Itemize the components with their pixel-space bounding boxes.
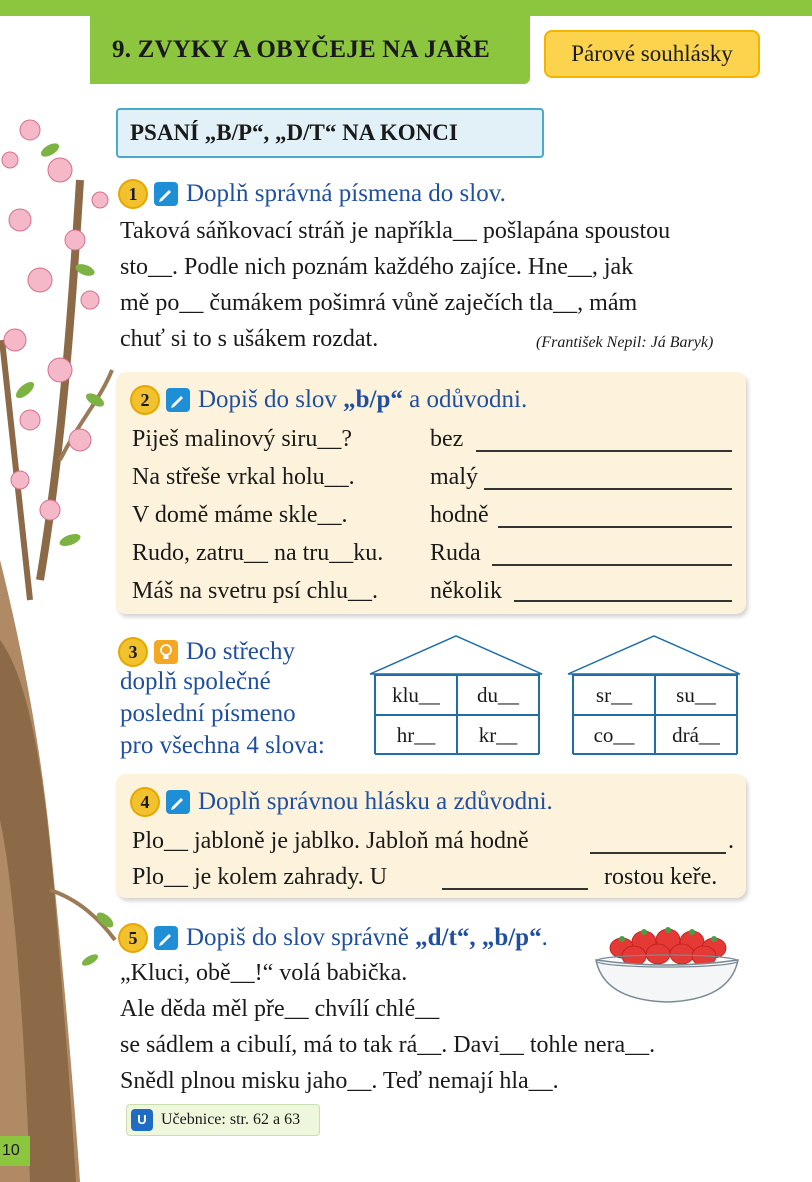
task3-instruction-line: pro všechna 4 slova: [120,732,325,759]
task3-instruction-line: poslední písmeno [120,700,296,727]
task2-sentence: Máš na svetru psí chlu__. [132,578,378,604]
task4-header [132,788,553,816]
task4-line-end: . [728,828,734,854]
pencil-icon [154,182,178,206]
task1-line: Taková sáňkovací stráň je napříkla__ pošlapána spoustou [120,218,671,244]
task2-sentence: Rudo, zatru__ na tru__ku. [132,540,384,566]
textbook-icon: U [131,1109,153,1131]
task2-sentence: Na střeše vrkal holu__. [132,464,355,490]
task2-hint: bez [430,426,464,452]
house-2-words [572,674,738,754]
task3-instruction-line: Do střechy [186,638,295,665]
task2-hint: malý [430,464,478,490]
answer-line[interactable] [514,600,732,602]
house-word: co__ [573,715,655,755]
roof-icon [566,634,742,678]
strawberry-bowl-illustration [592,920,742,1004]
task1-instruction: Doplň správná písmena do slov. [186,180,506,207]
task4-instruction: Doplň správnou hlásku a zdůvodni. [198,788,553,815]
task4-line-end: rostou keře. [604,864,718,890]
textbook-reference [126,1104,320,1136]
task4-line: Plo__ je kolem zahrady. U [132,864,388,890]
answer-line[interactable] [484,488,732,490]
task5-instruction: Dopiš do slov správně „d/t“, „b/p“. [186,924,548,951]
reference-text: Učebnice: str. 62 a 63 [161,1111,301,1128]
task1-number: 1 [120,181,146,207]
house-word: kr__ [457,715,539,755]
task2-instruction: Dopiš do slov „b/p“ a odůvodni. [198,386,528,413]
lightbulb-icon [154,640,178,664]
task5-header [120,924,548,952]
task1-line: mě po__ čumákem pošimrá vůně zaječích tla__, mám [120,290,638,316]
roof-icon [368,634,544,678]
chapter-title: 9. ZVYKY A OBYČEJE NA JAŘE [112,36,490,63]
pencil-icon [166,388,190,412]
pencil-icon [166,790,190,814]
task2-header [132,386,527,414]
house-2 [566,634,742,752]
house-word: sr__ [573,675,655,715]
house-word: klu__ [375,675,457,715]
section-heading: PSANÍ „B/P“, „D/T“ NA KONCI [116,108,544,158]
answer-line[interactable] [590,852,726,854]
house-word: su__ [655,675,737,715]
house-1 [368,634,544,752]
answer-line[interactable] [476,450,732,452]
task2-hint: hodně [430,502,489,528]
house-word: drá__ [655,715,737,755]
task5-number: 5 [120,925,146,951]
task2-sentence: V domě máme skle__. [132,502,348,528]
blossom-tree-illustration [0,40,130,1182]
task2-hint: několik [430,578,502,604]
task5-line: se sádlem a cibulí, má to tak rá__. Davi__ tohle nera__. [120,1032,656,1058]
answer-line[interactable] [492,564,732,566]
task1-line: sto__. Podle nich poznám každého zajíce. Hne__, jak [120,254,634,280]
house-word: hr__ [375,715,457,755]
task1-source: (František Nepil: Já Baryk) [536,334,714,351]
pencil-icon [154,926,178,950]
chapter-title-tab [90,16,530,84]
task4-number: 4 [132,789,158,815]
task4-line: Plo__ jabloně je jablko. Jabloň má hodně [132,828,529,854]
task3-instruction-line: doplň společné [120,668,271,695]
task2-hint: Ruda [430,540,481,566]
house-word: du__ [457,675,539,715]
task5-line: Snědl plnou misku jaho__. Teď nemají hla__. [120,1068,559,1094]
task5-line: „Kluci, obě__!“ volá babička. [120,960,408,986]
task2-number: 2 [132,387,158,413]
task3-number: 3 [120,639,146,665]
house-1-words [374,674,540,754]
task1-header [120,180,506,208]
task2-sentence: Piješ malinový siru__? [132,426,352,452]
task5-line: Ale děda měl pře__ chvílí chlé__ [120,996,440,1022]
answer-line[interactable] [498,526,732,528]
task1-line: chuť si to s ušákem rozdat. [120,326,379,352]
task3-header [120,638,295,666]
answer-line[interactable] [442,888,588,890]
topic-badge: Párové souhlásky [544,30,760,78]
page-number: 10 [0,1136,30,1166]
top-band [0,0,812,16]
